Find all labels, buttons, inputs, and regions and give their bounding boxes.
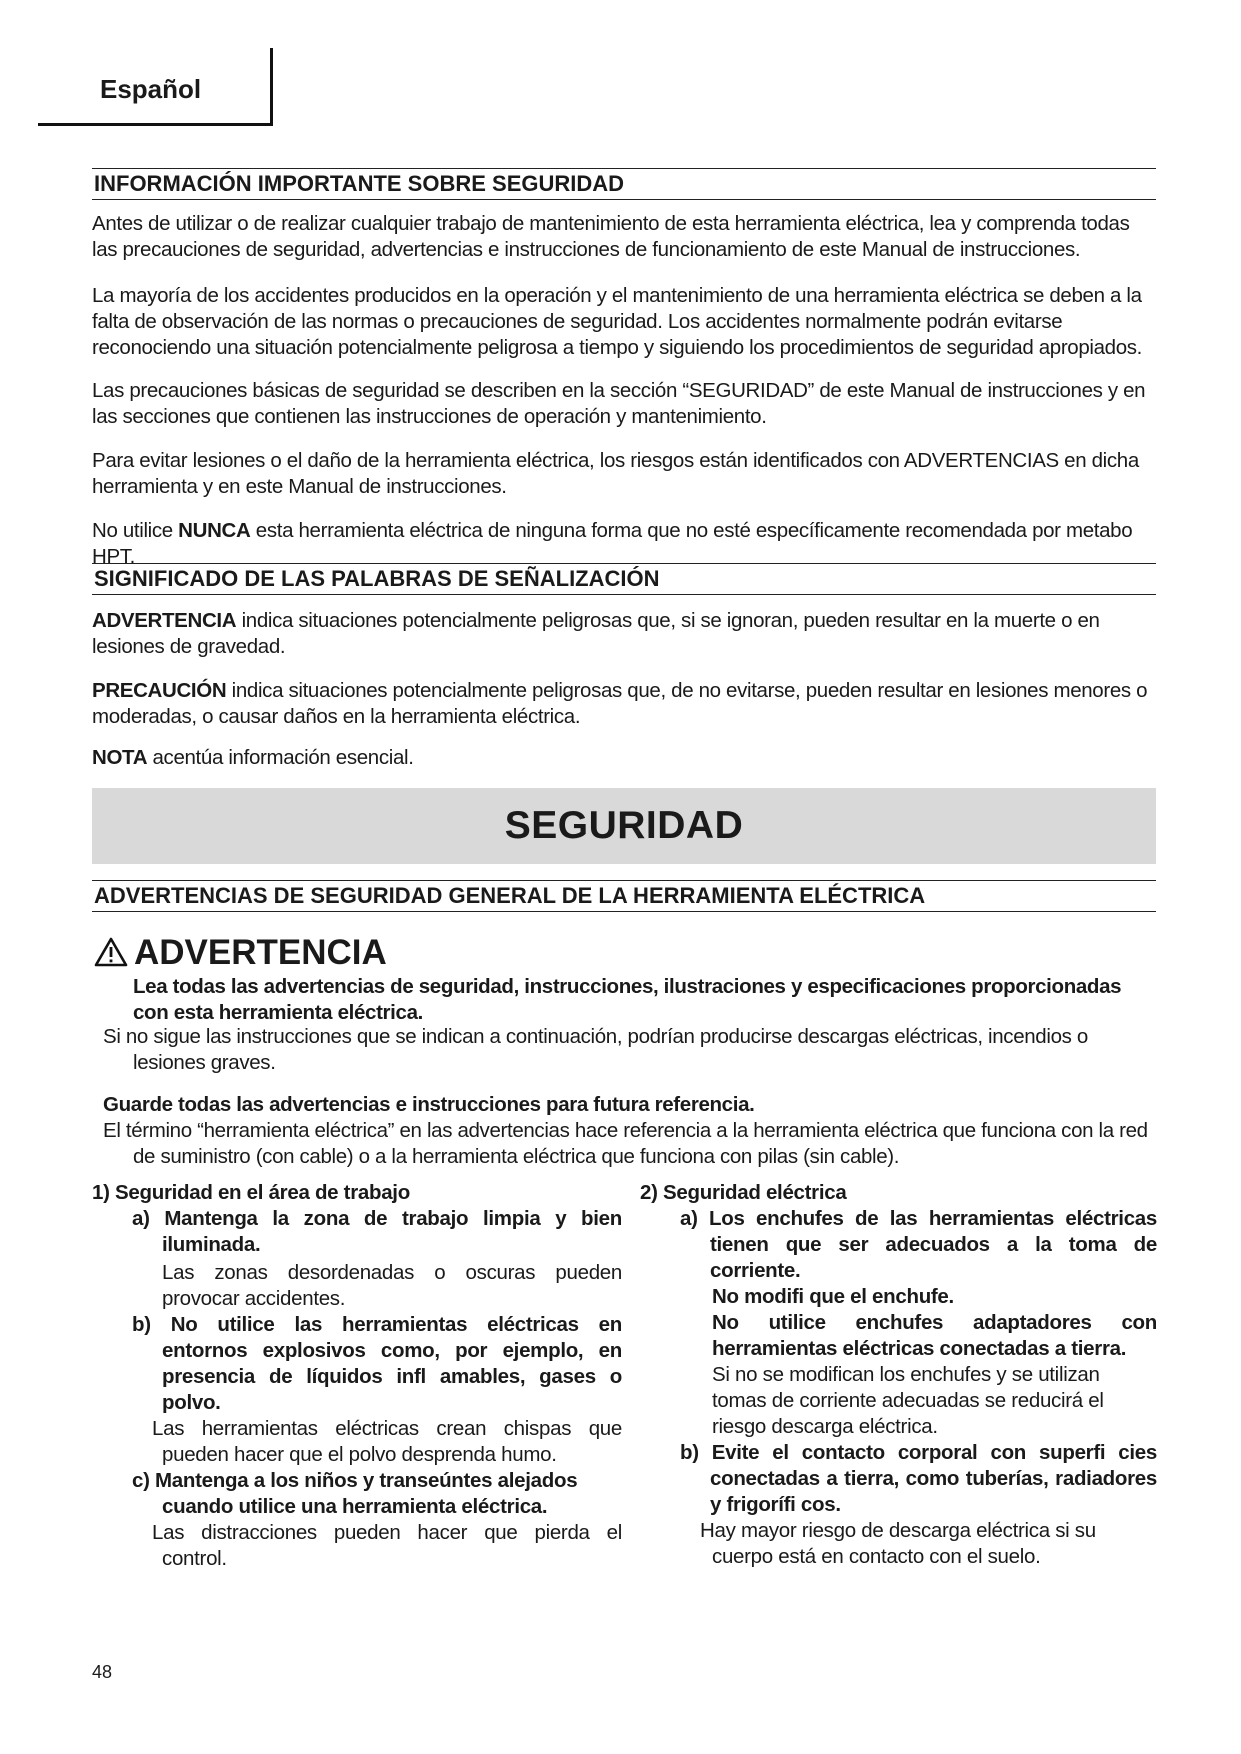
definition-note: NOTA acentúa información esencial. xyxy=(92,746,414,769)
definition-warning: ADVERTENCIA indica situaciones potencialmente peligrosas que, si se ignoran, pueden resultar en la muerte o en lesiones de gravedad. xyxy=(92,609,1100,658)
item-b-head: b) No utilice las herramientas eléctricas en entornos explosivos como, por ejemplo, en presencia de líquidos infl amables, gases o polvo. xyxy=(132,1313,622,1414)
language-label: Español xyxy=(100,74,202,104)
electrical-title: 2) Seguridad eléctrica xyxy=(640,1181,847,1204)
item-c-head: c) Mantenga a los niños y transeúntes alejados cuando utilice una herramienta eléctrica. xyxy=(132,1469,578,1518)
safety-banner xyxy=(92,788,1156,864)
item-b-body: Hay mayor riesgo de descarga eléctrica si su cuerpo está en contacto con el suelo. xyxy=(700,1519,1096,1568)
item-c-body: Las distracciones pueden hacer que pierda el control. xyxy=(152,1521,622,1570)
paragraph-basic-precautions: Las precauciones básicas de seguridad se describen en la sección “SEGURIDAD” de este Manual de instrucciones y en las secciones que contienen las instrucciones de operación y mantenimiento. xyxy=(92,379,1146,428)
item-b-body: Las herramientas eléctricas crean chispas que pueden hacer que el polvo desprenda humo. xyxy=(152,1417,622,1466)
warning-title-text: ADVERTENCIA xyxy=(134,933,387,972)
warning-triangle-icon xyxy=(94,937,128,967)
banner-title: SEGURIDAD xyxy=(504,804,744,847)
warning-title xyxy=(94,930,387,976)
language-tab xyxy=(38,48,273,126)
never-emphasis: NUNCA xyxy=(178,519,251,542)
left-column-work-area xyxy=(92,1180,622,1572)
paragraph-intro: Antes de utilizar o de realizar cualquier trabajo de mantenimiento de esta herramienta eléctrica, lea y comprenda todas las precauciones de seguridad, advertencias e instrucciones de funcionamiento de este Manual de instrucciones. xyxy=(92,212,1130,261)
work-area-title: 1) Seguridad en el área de trabajo xyxy=(92,1181,410,1204)
section-heading-important-info: INFORMACIÓN IMPORTANTE SOBRE SEGURIDAD xyxy=(92,168,1156,200)
item-a-head-3: No utilice enchufes adaptadores con herramientas eléctricas conectadas a tierra. xyxy=(712,1311,1157,1360)
definition-caution: PRECAUCIÓN indica situaciones potencialmente peligrosas que, de no evitarse, pueden resultar en lesiones menores o moderadas, o causar daños en la herramienta eléctrica. xyxy=(92,679,1148,728)
paragraph-accidents: La mayoría de los accidentes producidos en la operación y el mantenimiento de una herramienta eléctrica se deben a la falta de observación de las normas o precauciones de seguridad. Los accidentes normalmente podrán evitarse reconociendo una situación potencialmente peligrosa a tiempo y siguiendo los procedimientos de seguridad apropiados. xyxy=(92,284,1143,359)
item-a-body: Las zonas desordenadas o oscuras pueden provocar accidentes. xyxy=(162,1261,622,1310)
section-heading-signal-words: SIGNIFICADO DE LAS PALABRAS DE SEÑALIZACIÓN xyxy=(92,563,1156,595)
term-warning: ADVERTENCIA xyxy=(92,609,237,632)
term-definition: El término “herramienta eléctrica” en las advertencias hace referencia a la herramienta eléctrica que funciona con la red de suministro (con cable) o a la herramienta eléctrica que funciona con pilas (sin cable). xyxy=(103,1119,1148,1168)
item-a-head: a) Mantenga la zona de trabajo limpia y bien iluminada. xyxy=(132,1207,622,1256)
consequence-text: Si no sigue las instrucciones que se indican a continuación, podrían producirse descargas eléctricas, incendios o lesiones graves. xyxy=(103,1025,1088,1074)
item-a-head: a) Los enchufes de las herramientas eléctricas tienen que ser adecuados a la toma de corriente. xyxy=(680,1207,1157,1282)
paragraph-never-use: No utilice NUNCA esta herramienta eléctrica de ninguna forma que no esté específicamente recomendada por metabo HPT. xyxy=(92,519,1133,568)
item-a-body: Si no se modifican los enchufes y se utilizan tomas de corriente adecuadas se reducirá el riesgo descarga eléctrica. xyxy=(712,1363,1104,1438)
item-b-head: b) Evite el contacto corporal con superfi cies conectadas a tierra, como tuberías, radiadores y frigorífi cos. xyxy=(680,1441,1157,1516)
item-a-head-2: No modifi que el enchufe. xyxy=(712,1285,954,1308)
term-note: NOTA xyxy=(92,746,148,769)
paragraph-hazards: Para evitar lesiones o el daño de la herramienta eléctrica, los riesgos están identificados con ADVERTENCIAS en dicha herramienta y en este Manual de instrucciones. xyxy=(92,449,1139,498)
save-warnings: Guarde todas las advertencias e instrucciones para futura referencia. xyxy=(103,1093,755,1116)
read-all-warnings: Lea todas las advertencias de seguridad, instrucciones, ilustraciones y especificaciones proporcionadas con esta herramienta eléctrica. xyxy=(133,975,1122,1024)
page-number: 48 xyxy=(92,1662,113,1682)
right-column-electrical xyxy=(640,1180,1157,1570)
section-heading-general-warnings: ADVERTENCIAS DE SEGURIDAD GENERAL DE LA HERRAMIENTA ELÉCTRICA xyxy=(92,880,1156,912)
term-caution: PRECAUCIÓN xyxy=(92,679,227,702)
